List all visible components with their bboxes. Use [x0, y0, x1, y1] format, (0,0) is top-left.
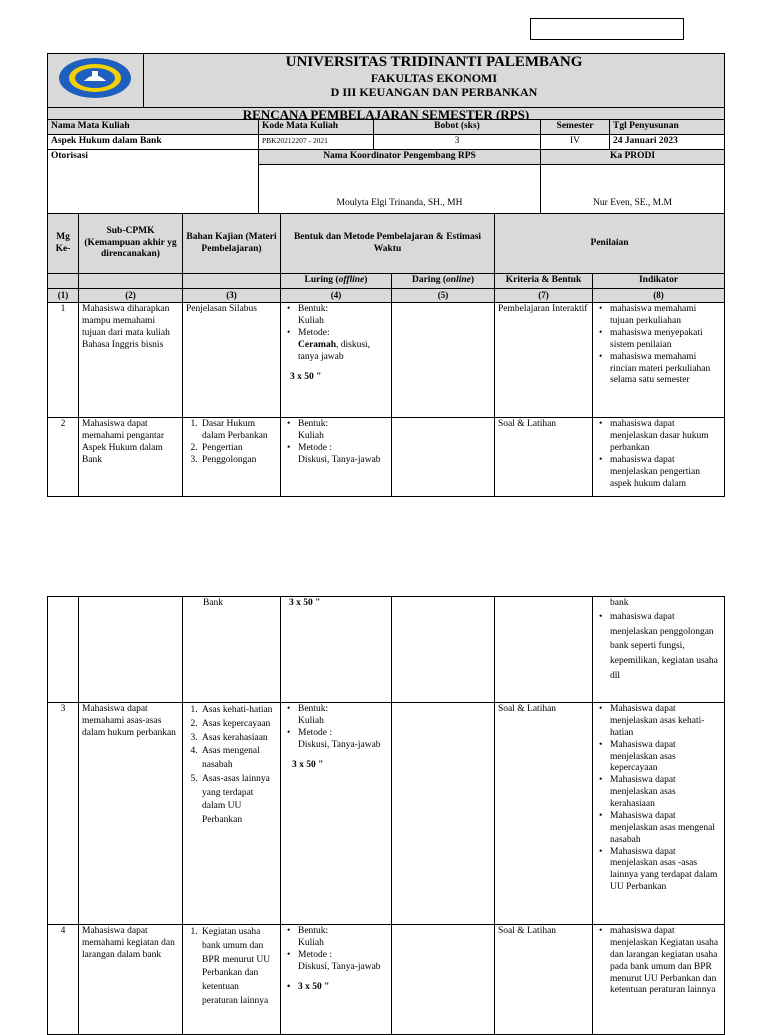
- material-item: 1. Asas kehati-hatian: [200, 704, 277, 718]
- indicator-item: • Mahasiswa dapat menjelaskan asas mengenal nasabah: [610, 811, 721, 847]
- form-value: Kuliah: [298, 937, 324, 948]
- col-week-header: Mg Ke-: [48, 214, 79, 274]
- course-name: Aspek Hukum dalam Bank: [48, 134, 259, 149]
- material-item: 5. Asas-asas lainnya yang terdapat dalam UU Perbankan: [200, 773, 277, 828]
- table-row: [48, 418, 725, 497]
- col-number-7: (7): [495, 288, 593, 302]
- online-cell: [392, 418, 495, 497]
- col-number-2: (2): [79, 288, 183, 302]
- university-heading: [144, 54, 725, 108]
- material-cell: [183, 703, 281, 925]
- week-number: 4: [48, 925, 79, 1035]
- coordinator-header: Nama Koordinator Pengembang RPS: [259, 149, 541, 164]
- indicator-item: • mahasiswa menyepakati sistem penilaian: [610, 328, 721, 352]
- cpmk-text: Mahasiswa diharapkan mampu memahami tujuan dari mata kuliah Bahasa Inggris bisnis: [79, 303, 183, 418]
- method-label: Metode :: [298, 442, 333, 453]
- form-label: Bentuk:: [298, 304, 329, 315]
- col-number-3: (3): [183, 288, 281, 302]
- top-right-box: [530, 18, 684, 40]
- form-value: Kuliah: [298, 715, 324, 726]
- col-assessment-header: Penilaian: [495, 214, 725, 274]
- cpmk-text: Mahasiswa dapat memahami kegiatan dan larangan dalam bank: [79, 925, 183, 1035]
- material-item: 4. Asas mengenal nasabah: [200, 745, 277, 773]
- document-title: RENCANA PEMBELAJARAN SEMESTER (RPS): [48, 107, 725, 122]
- online-cell: [392, 925, 495, 1035]
- criteria-text: Pembelajaran Interaktif: [495, 303, 593, 418]
- kaprodi-header: Ka PRODI: [541, 149, 725, 164]
- form-label: Bentuk:: [298, 926, 329, 936]
- coordinator-name: Moulyta Elgi Trinanda, SH., MH: [259, 164, 541, 214]
- credit-header: Bobot (sks): [374, 120, 541, 135]
- course-code-header: Kode Mata Kuliah: [259, 120, 374, 135]
- table-row: [48, 597, 725, 703]
- material-item: 1. Dasar Hukum dalam Perbankan: [200, 419, 277, 443]
- authorization-label: Otorisasi: [48, 149, 259, 214]
- col-indicator-header: Indikator: [593, 274, 725, 289]
- credit-value: 3: [374, 134, 541, 149]
- method-bold: Ceramah: [298, 339, 336, 350]
- material-item: 2. Pengertian: [200, 443, 277, 455]
- indicator-cell: [593, 418, 725, 497]
- indicator-item: • mahasiswa dapat menjelaskan Kegiatan usaha dan larangan kegiatan usaha pada bank umum dan BPR menurut UU Perbankan dan ketentuan peraturan lainnya: [610, 926, 721, 997]
- date-value: 24 Januari 2023: [610, 134, 725, 149]
- method-label: Metode :: [298, 727, 333, 738]
- col-number-1: (1): [48, 288, 79, 302]
- indicator-item: • Mahasiswa dapat menjelaskan asas kehati-hatian: [610, 704, 721, 740]
- indicator-cell: [593, 925, 725, 1035]
- indicator-item: • mahasiswa dapat menjelaskan dasar hukum perbankan: [610, 419, 721, 455]
- week-number: 2: [48, 418, 79, 497]
- criteria-text: Soal & Latihan: [495, 925, 593, 1035]
- rps-table-page-1: [47, 213, 725, 497]
- course-info-table: [47, 119, 725, 215]
- material-item: 1. Kegiatan usaha bank umum dan BPR menurut UU Perbankan dan ketentuan peraturan lainnya: [200, 926, 277, 1009]
- method-label: Metode :: [298, 949, 333, 960]
- indicator-item: • Mahasiswa dapat menjelaskan asas -asas lainnya yang terdapat dalam UU Perbankan: [610, 847, 721, 895]
- col-cpmk-header: Sub-CPMK (Kemampuan akhir yg direncanakan): [79, 214, 183, 274]
- week-number: 3: [48, 703, 79, 925]
- logo-cell: [48, 54, 144, 108]
- col-number-5: (5): [392, 288, 495, 302]
- university-name: UNIVERSITAS TRIDINANTI PALEMBANG: [285, 54, 583, 70]
- criteria-text: Soal & Latihan: [495, 418, 593, 497]
- table-row: [48, 703, 725, 925]
- form-label: Bentuk:: [298, 704, 329, 714]
- online-cell: [392, 703, 495, 925]
- method-cell: [281, 303, 392, 418]
- indicator-cell: [593, 303, 725, 418]
- indicator-cell: [593, 703, 725, 925]
- faculty-name: FAKULTAS EKONOMI: [370, 71, 498, 85]
- method-cell: [281, 703, 392, 925]
- cpmk-text: Mahasiswa dapat memahami pengantar Aspek Hukum dalam Bank: [79, 418, 183, 497]
- col-number-8: (8): [593, 288, 725, 302]
- col-criteria-header: Kriteria & Bentuk: [495, 274, 593, 289]
- method-rest: , diskusi, tanya jawab: [298, 339, 371, 362]
- col-offline-header: Luring (offline): [281, 274, 392, 289]
- indicator-item: • mahasiswa memahami tujuan perkuliahan: [610, 304, 721, 328]
- time-estimate: 3 x 50 ": [292, 759, 324, 770]
- material-item: 3. Penggolongan: [200, 455, 277, 467]
- table-row: [48, 925, 725, 1035]
- program-name: D III KEUANGAN DAN PERBANKAN: [330, 85, 538, 99]
- indicator-continued: bank: [610, 598, 629, 608]
- material-item: 2. Asas kepercayaan: [200, 718, 277, 732]
- method-cell: [281, 418, 392, 497]
- col-online-header: Daring (online): [392, 274, 495, 289]
- course-code: PBK20212207 - 2021: [259, 134, 374, 149]
- semester-value: IV: [541, 134, 610, 149]
- form-value: Kuliah: [298, 316, 324, 326]
- cpmk-text: Mahasiswa dapat memahami asas-asas dalam hukum perbankan: [79, 703, 183, 925]
- form-value: Kuliah: [298, 431, 324, 441]
- indicator-item: • mahasiswa memahami rincian materi perkuliahan selama satu semester: [610, 352, 721, 388]
- kaprodi-name: Nur Even, SE., M.M: [541, 164, 725, 214]
- date-header: Tgl Penyusunan: [610, 120, 725, 135]
- table-row: [48, 303, 725, 418]
- time-estimate: 3 x 50 ": [290, 371, 322, 382]
- week-number: 1: [48, 303, 79, 418]
- course-name-header: Nama Mata Kuliah: [48, 120, 259, 135]
- method-value: Diskusi, Tanya-jawab: [298, 961, 381, 972]
- material-continued: Bank: [183, 597, 281, 703]
- rps-table-page-2: [47, 596, 725, 1035]
- time-estimate: 3 x 50 ": [281, 597, 392, 703]
- material-item: 3. Asas kerahasiaan: [200, 732, 277, 746]
- material-text: Penjelasan Silabus: [183, 303, 281, 418]
- criteria-text: Soal & Latihan: [495, 703, 593, 925]
- semester-header: Semester: [541, 120, 610, 135]
- indicator-item: • Mahasiswa dapat menjelaskan asas kepercayaan: [610, 740, 721, 776]
- method-value: Diskusi, Tanya-jawab: [298, 454, 381, 465]
- university-logo: [56, 56, 134, 100]
- header-table: [47, 53, 725, 123]
- method-cell: [281, 925, 392, 1035]
- online-cell: [392, 303, 495, 418]
- indicator-item: • mahasiswa dapat menjelaskan pengertian aspek hukum dalam: [610, 455, 721, 491]
- col-method-header: Bentuk dan Metode Pembelajaran & Estimasi Waktu: [281, 214, 495, 274]
- material-cell: [183, 925, 281, 1035]
- indicator-item: • mahasiswa dapat menjelaskan penggolongan bank seperti fungsi, kepemilikan, kegiatan usaha dll: [610, 610, 721, 684]
- indicator-item: • Mahasiswa dapat menjelaskan asas kerahasiaan: [610, 775, 721, 811]
- indicator-cell: [593, 597, 725, 703]
- col-number-4: (4): [281, 288, 392, 302]
- col-material-header: Bahan Kajian (Materi Pembelajaran): [183, 214, 281, 274]
- form-label: Bentuk:: [298, 419, 329, 430]
- method-value: Diskusi, Tanya-jawab: [298, 739, 381, 750]
- method-label: Metode:: [298, 327, 330, 338]
- time-estimate: • 3 x 50 ": [298, 982, 388, 994]
- material-cell: [183, 418, 281, 497]
